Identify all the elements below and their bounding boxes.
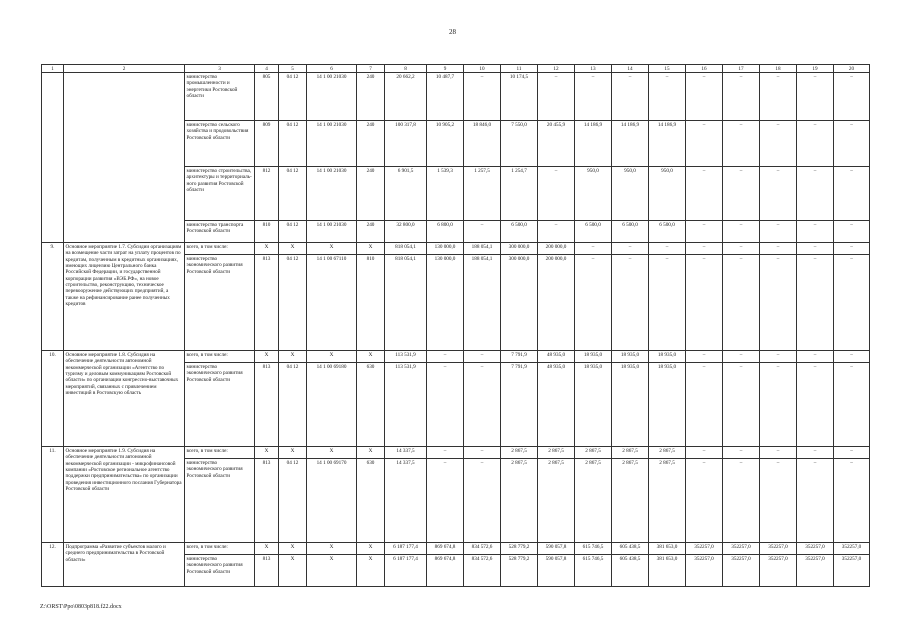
row-number-cell: 11. — [42, 447, 64, 543]
column-number-cell: 11 — [501, 65, 538, 73]
value-cell: 834 572,6 — [464, 555, 501, 587]
budget-table — [41, 64, 870, 587]
column-number-cell: 15 — [649, 65, 686, 73]
value-cell: 6 187 177,4 — [385, 543, 427, 555]
value-cell: – — [760, 243, 797, 255]
value-cell: – — [427, 447, 464, 459]
value-cell: 818 054,1 — [385, 255, 427, 351]
value-cell: 14 186,9 — [649, 121, 686, 167]
value-cell: 352257,0 — [723, 543, 760, 555]
value-cell: X — [255, 543, 279, 555]
value-cell: – — [612, 243, 649, 255]
value-cell: 2 867,5 — [649, 447, 686, 459]
value-cell: 605 438,5 — [612, 543, 649, 555]
executor-cell: министерство строительства, архитектуры и территориаль-ного развития Ростовской области — [185, 167, 255, 221]
value-cell: – — [723, 121, 760, 167]
value-cell: 14 1 00 21030 — [307, 167, 357, 221]
value-cell: – — [760, 363, 797, 447]
value-cell: – — [797, 447, 834, 459]
value-cell: – — [797, 243, 834, 255]
value-cell: 240 — [357, 167, 385, 221]
value-cell: – — [686, 351, 723, 363]
value-cell: 2 867,5 — [538, 447, 575, 459]
value-cell: 04 12 — [279, 221, 307, 243]
value-cell: 615 746,5 — [575, 555, 612, 587]
value-cell: 528 779,2 — [501, 543, 538, 555]
value-cell: – — [464, 447, 501, 459]
column-number-cell: 8 — [385, 65, 427, 73]
value-cell: – — [686, 459, 723, 543]
value-cell: – — [575, 243, 612, 255]
value-cell: – — [538, 221, 575, 243]
measure-title-cell — [64, 73, 185, 243]
column-number-cell: 3 — [185, 65, 255, 73]
row-number-cell: 10. — [42, 351, 64, 447]
value-cell: 812 — [255, 167, 279, 221]
value-cell: 18 935,0 — [575, 351, 612, 363]
value-cell: – — [834, 243, 870, 255]
value-cell: 352257,0 — [686, 543, 723, 555]
value-cell: – — [797, 255, 834, 351]
value-cell: 6 187 177,4 — [385, 555, 427, 587]
value-cell: X — [307, 243, 357, 255]
value-cell: 869 674,8 — [427, 555, 464, 587]
value-cell: 10 174,5 — [501, 73, 538, 121]
page-number: 28 — [449, 28, 456, 36]
value-cell: 615 746,5 — [575, 543, 612, 555]
executor-cell: министерство экономического развития Ростовской области — [185, 255, 255, 351]
value-cell: 2 867,5 — [649, 459, 686, 543]
column-number-cell: 10 — [464, 65, 501, 73]
value-cell: – — [760, 351, 797, 363]
value-cell: 810 — [357, 255, 385, 351]
value-cell: 18 935,0 — [612, 351, 649, 363]
value-cell: 113 531,9 — [385, 351, 427, 363]
value-cell: 188 054,1 — [464, 255, 501, 351]
value-cell: 48 935,0 — [538, 351, 575, 363]
value-cell: 810 — [255, 221, 279, 243]
value-cell: 1 257,5 — [464, 167, 501, 221]
value-cell: 528 779,2 — [501, 555, 538, 587]
value-cell: 950,0 — [612, 167, 649, 221]
value-cell: – — [464, 351, 501, 363]
value-cell: 18 935,0 — [649, 351, 686, 363]
value-cell: – — [427, 363, 464, 447]
value-cell: 14 1 00 69170 — [307, 459, 357, 543]
value-cell: 805 — [255, 73, 279, 121]
measure-title-cell: Основное мероприятие 1.9. Субсидия на обеспечение деятельности автономной некоммерческой организации - микрофинансовой компании «Ростовское региональное агентство поддержки предпринимательства» по организации проведения инвестиционного послания Губернатора Ростовской области — [64, 447, 185, 543]
value-cell: 7 791,9 — [501, 363, 538, 447]
executor-cell: всего, в том числе: — [185, 447, 255, 459]
value-cell: 14 186,9 — [575, 121, 612, 167]
value-cell: 630 — [357, 459, 385, 543]
value-cell: – — [575, 73, 612, 121]
value-cell: 240 — [357, 73, 385, 121]
value-cell: 04 12 — [279, 121, 307, 167]
value-cell: X — [255, 351, 279, 363]
value-cell: – — [797, 167, 834, 221]
value-cell: 1 254,7 — [501, 167, 538, 221]
value-cell: – — [686, 73, 723, 121]
value-cell: 818 054,1 — [385, 243, 427, 255]
value-cell: 2 867,5 — [575, 459, 612, 543]
table-row — [42, 351, 870, 363]
column-number-cell: 2 — [64, 65, 185, 73]
value-cell: 240 — [357, 121, 385, 167]
value-cell: 2 867,5 — [501, 447, 538, 459]
value-cell: 18 935,0 — [575, 363, 612, 447]
value-cell: 14 186,9 — [612, 121, 649, 167]
value-cell: – — [834, 363, 870, 447]
value-cell: 2 867,5 — [612, 459, 649, 543]
column-number-cell: 17 — [723, 65, 760, 73]
value-cell: – — [464, 221, 501, 243]
value-cell: 300 000,0 — [501, 243, 538, 255]
value-cell: X — [357, 447, 385, 459]
value-cell: – — [649, 243, 686, 255]
value-cell: – — [649, 255, 686, 351]
value-cell: 2 867,5 — [612, 447, 649, 459]
value-cell: – — [760, 459, 797, 543]
value-cell: 7 550,0 — [501, 121, 538, 167]
value-cell: – — [797, 221, 834, 243]
value-cell: 352257,0 — [760, 543, 797, 555]
value-cell: – — [427, 459, 464, 543]
executor-cell: министерство сельского хозяйства и продовольствия Ростовской области — [185, 121, 255, 167]
value-cell: 14 337,5 — [385, 447, 427, 459]
value-cell: – — [834, 73, 870, 121]
value-cell: – — [834, 459, 870, 543]
value-cell: – — [834, 121, 870, 167]
value-cell: 14 1 00 21030 — [307, 221, 357, 243]
value-cell: X — [279, 243, 307, 255]
value-cell: 04 12 — [279, 167, 307, 221]
executor-cell: министерство промышленности и энергетики Ростовской области — [185, 73, 255, 121]
value-cell: – — [723, 459, 760, 543]
value-cell: 6 500,0 — [649, 221, 686, 243]
value-cell: – — [575, 255, 612, 351]
value-cell: X — [279, 447, 307, 459]
value-cell: 10 487,7 — [427, 73, 464, 121]
value-cell: – — [834, 255, 870, 351]
value-cell: 605 438,5 — [612, 555, 649, 587]
value-cell: 48 935,0 — [538, 363, 575, 447]
row-number-cell: 12. — [42, 543, 64, 587]
value-cell: 04 12 — [279, 255, 307, 351]
value-cell: – — [760, 73, 797, 121]
value-cell: X — [279, 543, 307, 555]
value-cell: X — [307, 447, 357, 459]
row-number-cell: 9. — [42, 243, 64, 351]
value-cell: 6 500,0 — [575, 221, 612, 243]
value-cell: 300 000,0 — [501, 255, 538, 351]
value-cell: 18 935,0 — [649, 363, 686, 447]
value-cell: – — [427, 351, 464, 363]
value-cell: 352257,0 — [723, 555, 760, 587]
footer-file-path: Z:\ORST\Ppo\0803p818.f22.docx — [40, 604, 122, 610]
value-cell: X — [255, 243, 279, 255]
value-cell: 113 531,9 — [385, 363, 427, 447]
value-cell: 869 674,8 — [427, 543, 464, 555]
column-number-cell: 4 — [255, 65, 279, 73]
value-cell: 2 867,5 — [575, 447, 612, 459]
value-cell: – — [723, 351, 760, 363]
value-cell: 200 000,0 — [538, 243, 575, 255]
executor-cell: всего, в том числе: — [185, 351, 255, 363]
measure-title-cell: Основное мероприятие 1.8. Субсидия на обеспечение деятельности автономной некоммерческой организации «Агентство по туризму и деловым коммуникациям Ростовской области» по организации конгрессно-выставочных мероприятий, связанных с привлечением инвестиций в Ростовскую область — [64, 351, 185, 447]
value-cell: 352257,0 — [834, 543, 870, 555]
value-cell: – — [797, 121, 834, 167]
column-number-cell: 12 — [538, 65, 575, 73]
value-cell: – — [723, 243, 760, 255]
value-cell: – — [612, 255, 649, 351]
column-number-cell: 16 — [686, 65, 723, 73]
value-cell: 14 1 00 67110 — [307, 255, 357, 351]
value-cell: – — [464, 363, 501, 447]
value-cell: 04 12 — [279, 459, 307, 543]
value-cell: – — [686, 167, 723, 221]
table-row — [42, 543, 870, 555]
value-cell: X — [357, 243, 385, 255]
measure-title-cell: Основное мероприятие 1.7. Субсидии организациям на возмещение части затрат на уплату процентов по кредитам, полученным в кредитных организациях, имеющих лицензию Центрального банка Российской Федерации, и государственной корпорации развития «ВЭБ.РФ», на новое строительство, реконструкцию, техническое перевооружение действующих предприятий, а также на рефинансирование ранее полученных кредитов — [64, 243, 185, 351]
value-cell: – — [723, 221, 760, 243]
value-cell: 352257,0 — [686, 555, 723, 587]
value-cell: 20 662,2 — [385, 73, 427, 121]
value-cell: 813 — [255, 363, 279, 447]
value-cell: 130 000,0 — [427, 255, 464, 351]
value-cell: 6 901,5 — [385, 167, 427, 221]
value-cell: – — [686, 363, 723, 447]
executor-cell: всего, в том числе: — [185, 543, 255, 555]
column-number-cell: 19 — [797, 65, 834, 73]
value-cell: – — [797, 363, 834, 447]
measure-title-cell: Подпрограмма «Развитие субъектов малого и среднего предпринимательства в Ростовской области» — [64, 543, 185, 587]
value-cell: – — [723, 363, 760, 447]
value-cell: – — [686, 221, 723, 243]
value-cell: 04 12 — [279, 363, 307, 447]
value-cell: – — [686, 447, 723, 459]
value-cell: 18 935,0 — [612, 363, 649, 447]
value-cell: 200 000,0 — [538, 255, 575, 351]
value-cell: – — [612, 73, 649, 121]
value-cell: X — [279, 351, 307, 363]
value-cell: – — [834, 221, 870, 243]
value-cell: – — [723, 447, 760, 459]
value-cell: X — [357, 351, 385, 363]
value-cell: 14 1 00 21030 — [307, 73, 357, 121]
value-cell: – — [649, 73, 686, 121]
column-number-cell: 1 — [42, 65, 64, 73]
value-cell: – — [464, 459, 501, 543]
value-cell: 813 — [255, 255, 279, 351]
column-number-cell: 18 — [760, 65, 797, 73]
table-row — [42, 447, 870, 459]
column-number-cell: 6 — [307, 65, 357, 73]
value-cell: 590 057,8 — [538, 555, 575, 587]
value-cell: – — [760, 255, 797, 351]
value-cell: – — [538, 73, 575, 121]
value-cell: 2 867,5 — [538, 459, 575, 543]
value-cell: 188 054,1 — [464, 243, 501, 255]
value-cell: – — [797, 459, 834, 543]
value-cell: 813 — [255, 459, 279, 543]
value-cell: 10 905,2 — [427, 121, 464, 167]
value-cell: – — [834, 351, 870, 363]
value-cell: X — [255, 447, 279, 459]
value-cell: 100 317,8 — [385, 121, 427, 167]
value-cell: X — [357, 543, 385, 555]
value-cell: – — [834, 167, 870, 221]
column-number-cell: 9 — [427, 65, 464, 73]
value-cell: 1 539,3 — [427, 167, 464, 221]
value-cell: 352257,0 — [797, 543, 834, 555]
value-cell: – — [760, 221, 797, 243]
value-cell: 6 800,0 — [427, 221, 464, 243]
value-cell: – — [760, 121, 797, 167]
value-cell: 381 653,0 — [649, 543, 686, 555]
value-cell: 2 867,5 — [501, 459, 538, 543]
value-cell: 950,0 — [575, 167, 612, 221]
value-cell: X — [307, 555, 357, 587]
value-cell: – — [723, 73, 760, 121]
executor-cell: министерство экономического развития Ростовской области — [185, 555, 255, 587]
value-cell: – — [723, 167, 760, 221]
value-cell: 130 000,0 — [427, 243, 464, 255]
value-cell: 834 572,6 — [464, 543, 501, 555]
value-cell: – — [686, 121, 723, 167]
value-cell: 352257,0 — [760, 555, 797, 587]
value-cell: X — [307, 543, 357, 555]
column-number-cell: 5 — [279, 65, 307, 73]
value-cell: 7 791,9 — [501, 351, 538, 363]
value-cell: 352257,0 — [834, 555, 870, 587]
value-cell: 14 1 00 69180 — [307, 363, 357, 447]
table-row — [42, 73, 870, 121]
value-cell: 352257,0 — [797, 555, 834, 587]
value-cell: – — [760, 167, 797, 221]
value-cell: 590 057,8 — [538, 543, 575, 555]
value-cell: 6 500,0 — [612, 221, 649, 243]
value-cell: – — [686, 255, 723, 351]
table-row — [42, 243, 870, 255]
value-cell: – — [797, 351, 834, 363]
value-cell: X — [279, 555, 307, 587]
value-cell: 6 500,0 — [501, 221, 538, 243]
value-cell: 813 — [255, 555, 279, 587]
value-cell: 20 455,9 — [538, 121, 575, 167]
value-cell: – — [834, 447, 870, 459]
value-cell: 04 12 — [279, 73, 307, 121]
value-cell: – — [797, 73, 834, 121]
value-cell: X — [357, 555, 385, 587]
column-number-cell: 13 — [575, 65, 612, 73]
value-cell: – — [723, 255, 760, 351]
value-cell: 14 1 00 21030 — [307, 121, 357, 167]
value-cell: – — [464, 73, 501, 121]
value-cell: X — [307, 351, 357, 363]
column-number-cell: 20 — [834, 65, 870, 73]
value-cell: 809 — [255, 121, 279, 167]
executor-cell: министерство экономического развития Ростовской области — [185, 459, 255, 543]
value-cell: 240 — [357, 221, 385, 243]
executor-cell: всего, в том числе: — [185, 243, 255, 255]
value-cell: 381 653,0 — [649, 555, 686, 587]
value-cell: 32 800,0 — [385, 221, 427, 243]
column-number-row — [42, 65, 870, 73]
column-number-cell: 14 — [612, 65, 649, 73]
row-number-cell — [42, 73, 64, 243]
column-number-cell: 7 — [357, 65, 385, 73]
value-cell: – — [538, 167, 575, 221]
value-cell: 18 846,0 — [464, 121, 501, 167]
executor-cell: министерство транспорта Ростовской области — [185, 221, 255, 243]
value-cell: 14 337,5 — [385, 459, 427, 543]
value-cell: – — [760, 447, 797, 459]
value-cell: – — [686, 243, 723, 255]
value-cell: 630 — [357, 363, 385, 447]
value-cell: 950,0 — [649, 167, 686, 221]
executor-cell: министерство экономического развития Ростовской области — [185, 363, 255, 447]
